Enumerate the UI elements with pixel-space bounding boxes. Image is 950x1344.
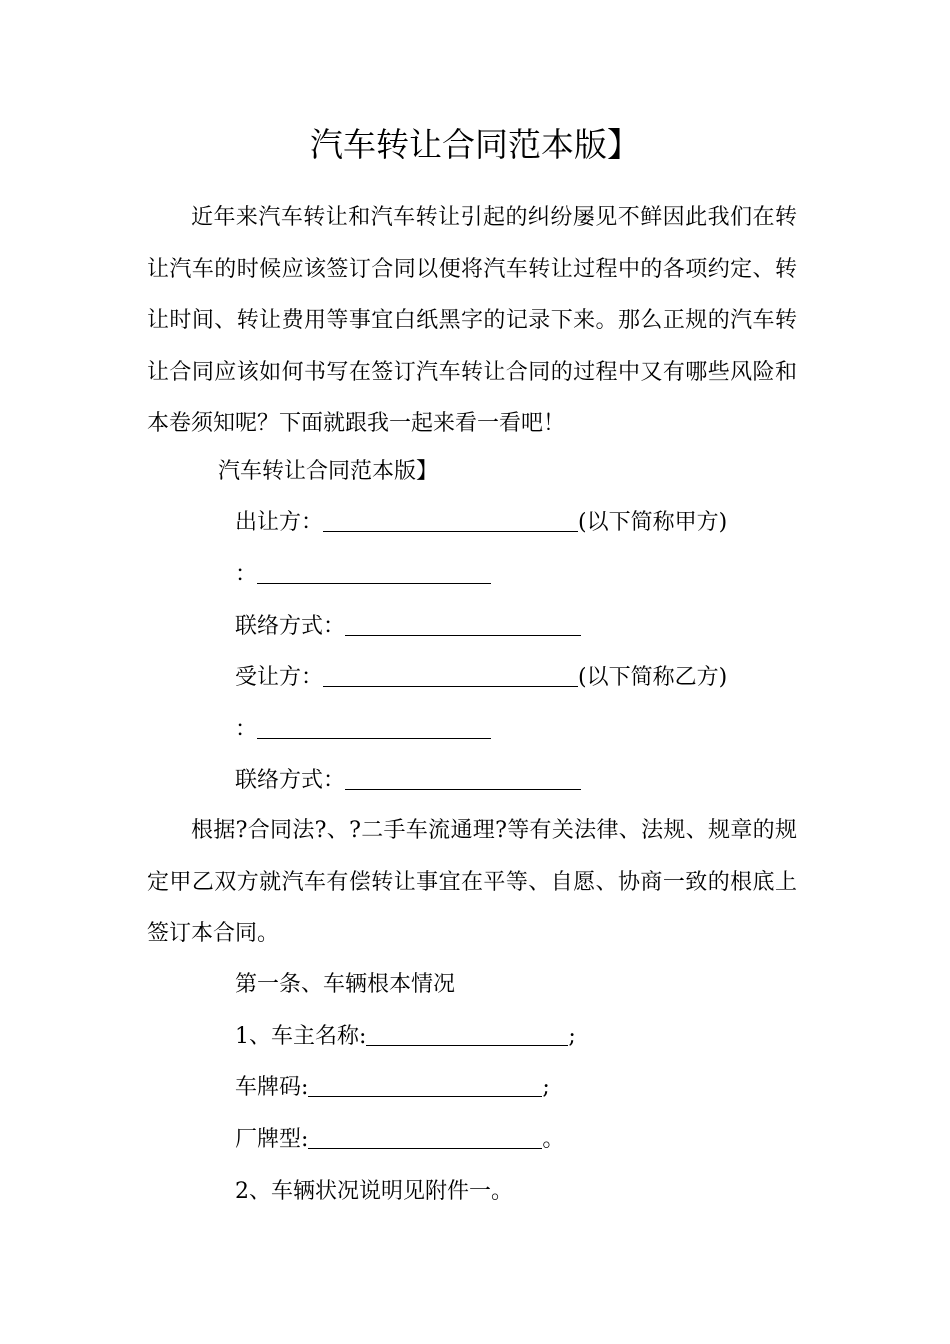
- contract-subtitle: 汽车转让合同范本版】: [218, 459, 439, 484]
- colon-label: ：: [235, 717, 258, 742]
- seller-extra-blank: [257, 561, 491, 584]
- buyer-contact-blank: [345, 767, 581, 790]
- plate-number-end: ;: [542, 1075, 550, 1100]
- owner-name-line: [235, 1022, 576, 1052]
- model-label: 厂牌型:: [235, 1127, 309, 1152]
- owner-name-end: ;: [568, 1024, 576, 1049]
- buyer-extra-blank: [257, 716, 491, 739]
- buyer-label: 受让方：: [235, 665, 324, 690]
- plate-number-line: [235, 1073, 550, 1103]
- seller-suffix: (以下简称甲方): [578, 510, 728, 535]
- seller-blank: [323, 509, 578, 532]
- intro-paragraph: 近年来汽车转让和汽车转让引起的纠纷屡见不鲜因此我们在转让汽车的时候应该签订合同以便将汽车转让过程中的各项约定、转让时间、转让费用等事宜白纸黑字的记录下来。那么正规的汽车转让合同应该如何书写在签订汽车转让合同的过程中又有哪些风险和本卷须知呢？下面就跟我一起来看一看吧！: [147, 205, 797, 436]
- model-end: 。: [542, 1127, 565, 1152]
- article-1-heading: 第一条、车辆根本情况: [235, 972, 456, 997]
- plate-number-blank: [308, 1074, 542, 1097]
- buyer-blank: [323, 664, 578, 687]
- owner-name-blank: [366, 1023, 568, 1046]
- colon-label: ：: [235, 562, 258, 587]
- seller-extra-line: [235, 560, 491, 590]
- buyer-line: [235, 663, 727, 693]
- vehicle-condition-line: 2、车辆状况说明见附件一。: [235, 1179, 513, 1204]
- plate-number-label: 车牌码:: [235, 1075, 309, 1100]
- owner-name-label: 1、车主名称:: [235, 1024, 367, 1049]
- seller-label: 出让方：: [235, 510, 324, 535]
- buyer-extra-line: [235, 715, 491, 745]
- model-line: [235, 1125, 564, 1155]
- seller-contact-blank: [345, 613, 581, 636]
- seller-line: [235, 508, 727, 538]
- buyer-contact-line: [235, 766, 581, 796]
- contact-label: 联络方式：: [235, 614, 346, 639]
- legal-basis-paragraph: 根据?合同法?、?二手车流通理?等有关法律、法规、规章的规定甲乙双方就汽车有偿转让事宜在平等、自愿、协商一致的根底上签订本合同。: [147, 818, 797, 946]
- buyer-suffix: (以下简称乙方): [578, 665, 728, 690]
- model-blank: [308, 1126, 542, 1149]
- contact-label: 联络方式：: [235, 768, 346, 793]
- document-title: 汽车转让合同范本版】: [310, 125, 640, 164]
- seller-contact-line: [235, 612, 581, 642]
